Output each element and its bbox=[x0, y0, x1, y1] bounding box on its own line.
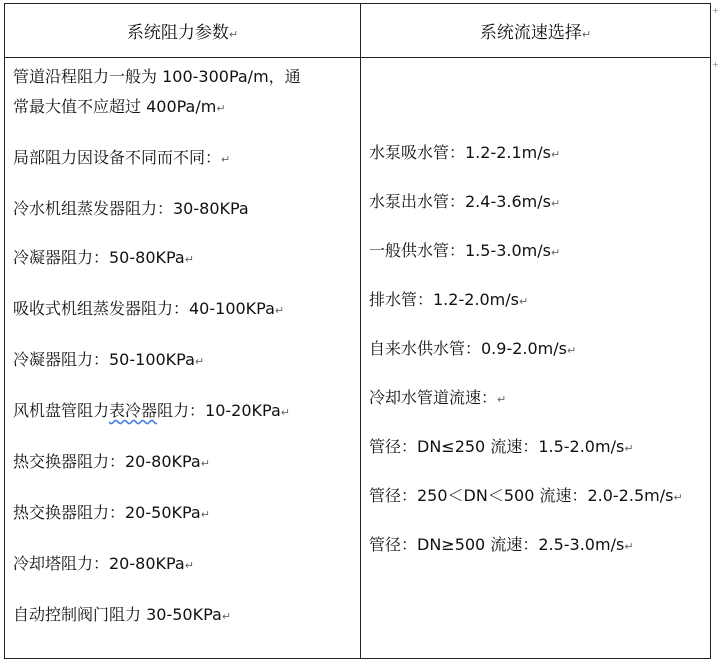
list-item: 风机盘管阻力表冷器阻力：10-20KPa↵ bbox=[13, 401, 290, 420]
resistance-params-cell bbox=[5, 58, 361, 659]
list-item: 热交换器阻力：20-80KPa↵ bbox=[13, 452, 210, 471]
list-item: 自动控制阀门阻力 30-50KPa↵ bbox=[13, 605, 232, 624]
header-flow-velocity: 系统流速选择↵ bbox=[361, 4, 711, 58]
list-item: 管径：250＜DN＜500 流速：2.0-2.5m/s↵ bbox=[369, 486, 683, 505]
spellcheck-underline: 表冷器 bbox=[109, 401, 158, 420]
list-item: 冷凝器阻力：50-80KPa↵ bbox=[13, 248, 194, 267]
table-end-mark: + bbox=[712, 6, 719, 15]
table-body-row bbox=[5, 58, 711, 659]
flow-velocity-cell bbox=[361, 58, 711, 659]
list-item: 自来水供水管：0.9-2.0m/s↵ bbox=[369, 339, 577, 358]
table-end-mark: + bbox=[712, 60, 719, 69]
list-item: 常最大值不应超过 400Pa/m↵ bbox=[13, 97, 226, 116]
list-item: 热交换器阻力：20-50KPa↵ bbox=[13, 503, 210, 522]
list-item: 冷水机组蒸发器阻力：30-80KPa bbox=[13, 199, 249, 218]
list-item: 管径：DN≤250 流速：1.5-2.0m/s↵ bbox=[369, 437, 634, 456]
list-item: 水泵出水管：2.4-3.6m/s↵ bbox=[369, 192, 561, 211]
list-item: 冷却水管道流速：↵ bbox=[369, 388, 507, 407]
list-item: 管径：DN≥500 流速：2.5-3.0m/s↵ bbox=[369, 535, 634, 554]
list-item: 管道沿程阻力一般为 100-300Pa/m，通 bbox=[13, 67, 301, 86]
list-item: 冷凝器阻力：50-100KPa↵ bbox=[13, 350, 205, 369]
list-item: 冷却塔阻力：20-80KPa↵ bbox=[13, 554, 194, 573]
list-item: 排水管：1.2-2.0m/s↵ bbox=[369, 290, 529, 309]
resistance-flow-table bbox=[4, 3, 711, 659]
header-system-resistance: 系统阻力参数↵ bbox=[5, 4, 361, 58]
table-header-row bbox=[5, 4, 711, 58]
list-item: 一般供水管：1.5-3.0m/s↵ bbox=[369, 241, 561, 260]
list-item: 水泵吸水管：1.2-2.1m/s↵ bbox=[369, 143, 561, 162]
list-item: 局部阻力因设备不同而不同：↵ bbox=[13, 148, 231, 167]
list-item: 吸收式机组蒸发器阻力：40-100KPa↵ bbox=[13, 299, 285, 318]
